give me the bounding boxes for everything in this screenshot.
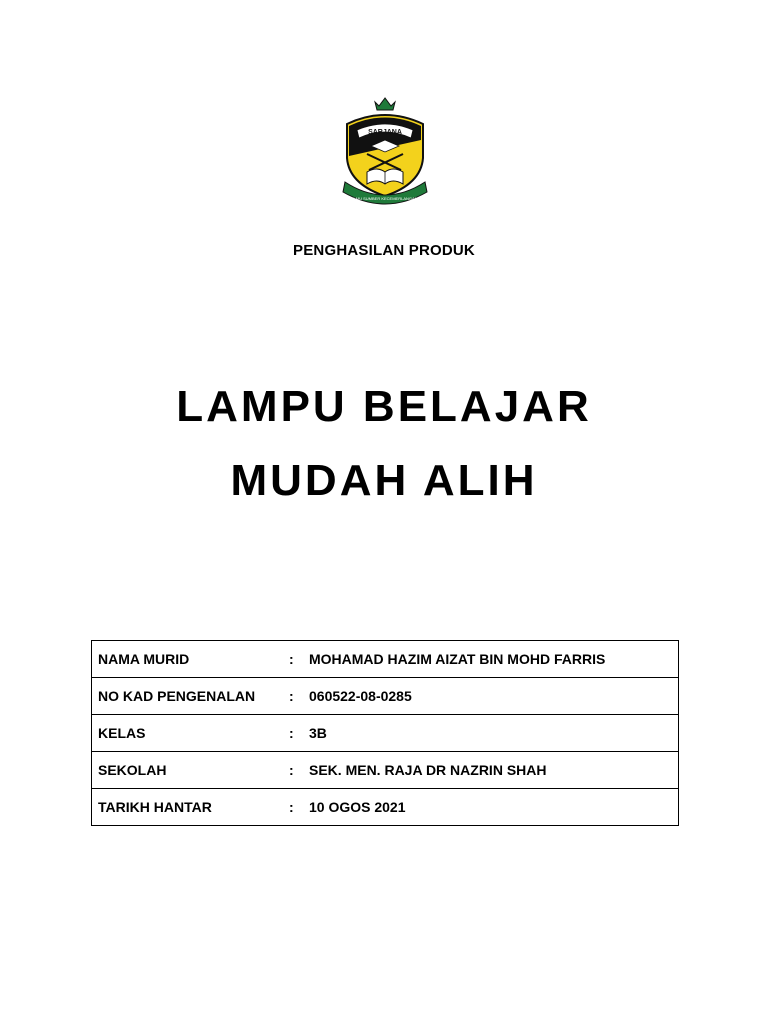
row-label: SEKOLAH xyxy=(92,752,290,789)
row-label: NAMA MURID xyxy=(92,641,290,678)
crest-crown xyxy=(375,98,395,110)
row-label: NO KAD PENGENALAN xyxy=(92,678,290,715)
row-value: SEK. MEN. RAJA DR NAZRIN SHAH xyxy=(309,752,679,789)
row-separator: : xyxy=(289,678,309,715)
table-row xyxy=(92,789,679,826)
document-subtitle: PENGHASILAN PRODUK xyxy=(293,242,475,259)
row-value: 060522-08-0285 xyxy=(309,678,679,715)
row-label: TARIKH HANTAR xyxy=(92,789,290,826)
svg-text:ILMU SUMBER KECEMERLANGAN: ILMU SUMBER KECEMERLANGAN xyxy=(352,196,418,201)
school-crest-logo xyxy=(341,96,429,212)
row-value: 10 OGOS 2021 xyxy=(309,789,679,826)
row-label: KELAS xyxy=(92,715,290,752)
row-value: 3B xyxy=(309,715,679,752)
title-line-1: LAMPU BELAJAR xyxy=(176,382,592,431)
row-value: MOHAMAD HAZIM AIZAT BIN MOHD FARRIS xyxy=(309,641,679,678)
table-row xyxy=(92,641,679,678)
row-separator: : xyxy=(289,641,309,678)
table-row xyxy=(92,678,679,715)
row-separator: : xyxy=(289,715,309,752)
student-info-table xyxy=(91,640,679,826)
table-row xyxy=(92,752,679,789)
row-separator: : xyxy=(289,789,309,826)
svg-text:SARJANA: SARJANA xyxy=(368,129,402,136)
table-row xyxy=(92,715,679,752)
title-line-2: MUDAH ALIH xyxy=(230,456,538,505)
row-separator: : xyxy=(289,752,309,789)
